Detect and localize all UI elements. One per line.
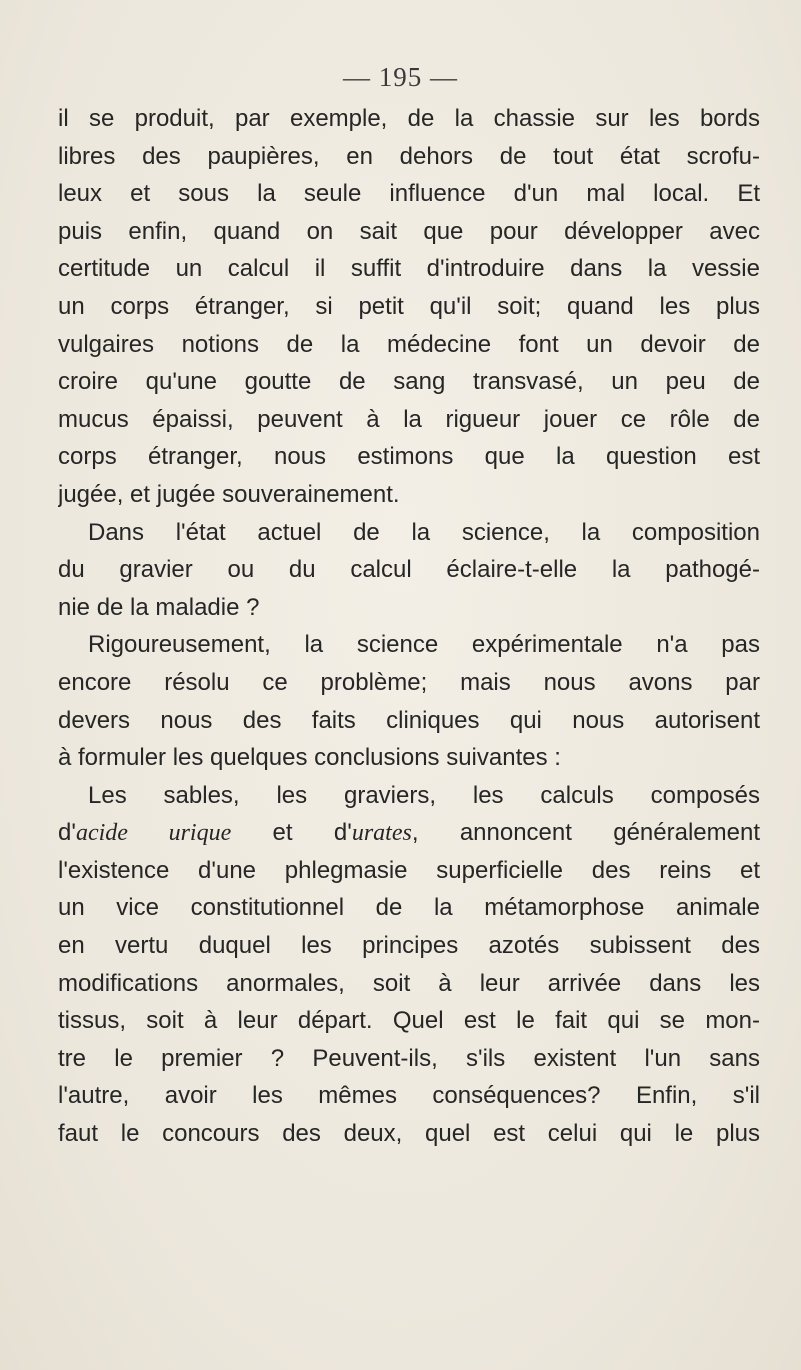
italic-term: urates bbox=[351, 820, 412, 847]
text-fragment: , annoncent généralement bbox=[411, 819, 760, 847]
text-line: Dans l'état actuel de la science, la composition bbox=[88, 518, 760, 546]
text-line: tissus, soit à leur départ. Quel est le fait qui se mon- bbox=[58, 1007, 760, 1035]
text-line: Rigoureusement, la science expérimentale n'a pas bbox=[88, 631, 760, 659]
body-text bbox=[58, 100, 760, 1153]
text-line: tre le premier ? Peuvent-ils, s'ils existent l'un sans bbox=[58, 1044, 760, 1072]
text-line: certitude un calcul il suffit d'introduire dans la vessie bbox=[58, 255, 760, 283]
italic-term: acide urique bbox=[75, 820, 232, 847]
text-line bbox=[58, 814, 760, 852]
text-line: l'autre, avoir les mêmes conséquences? Enfin, s'il bbox=[58, 1082, 760, 1110]
text-line: du gravier ou du calcul éclaire-t-elle la pathogé- bbox=[58, 556, 760, 584]
text-line: vulgaires notions de la médecine font un devoir de bbox=[58, 330, 760, 358]
text-line: encore résolu ce problème; mais nous avons par bbox=[58, 668, 760, 696]
text-line: corps étranger, nous estimons que la question est bbox=[58, 443, 760, 471]
text-line: nie de la maladie ? bbox=[58, 593, 260, 621]
text-line: à formuler les quelques conclusions suivantes : bbox=[58, 744, 561, 772]
text-line: puis enfin, quand on sait que pour développer avec bbox=[58, 217, 760, 245]
text-fragment: et d' bbox=[231, 819, 352, 847]
text-line: devers nous des faits cliniques qui nous autorisent bbox=[58, 706, 760, 734]
text-line: il se produit, par exemple, de la chassie sur les bords bbox=[58, 105, 760, 132]
text-line: mucus épaissi, peuvent à la rigueur jouer ce rôle de bbox=[58, 405, 760, 433]
text-line: l'existence d'une phlegmasie superficielle des reins et bbox=[58, 856, 760, 884]
text-line: un vice constitutionnel de la métamorphose animale bbox=[58, 894, 760, 922]
text-line: leux et sous la seule influence d'un mal local. Et bbox=[58, 180, 760, 208]
text-line: libres des paupières, en dehors de tout état scrofu- bbox=[58, 142, 760, 170]
text-fragment: d' bbox=[58, 819, 76, 847]
text-line: faut le concours des deux, quel est celui qui le plus bbox=[58, 1120, 760, 1148]
text-line: jugée, et jugée souverainement. bbox=[58, 480, 400, 508]
page-number: — 195 — bbox=[343, 62, 458, 92]
text-line: croire qu'une goutte de sang transvasé, un peu de bbox=[58, 368, 760, 396]
text-line: un corps étranger, si petit qu'il soit; quand les plus bbox=[58, 292, 760, 320]
text-line: en vertu duquel les principes azotés subissent des bbox=[58, 932, 760, 960]
text-line: modifications anormales, soit à leur arrivée dans les bbox=[58, 969, 760, 997]
text-line: Les sables, les graviers, les calculs composés bbox=[88, 781, 760, 809]
